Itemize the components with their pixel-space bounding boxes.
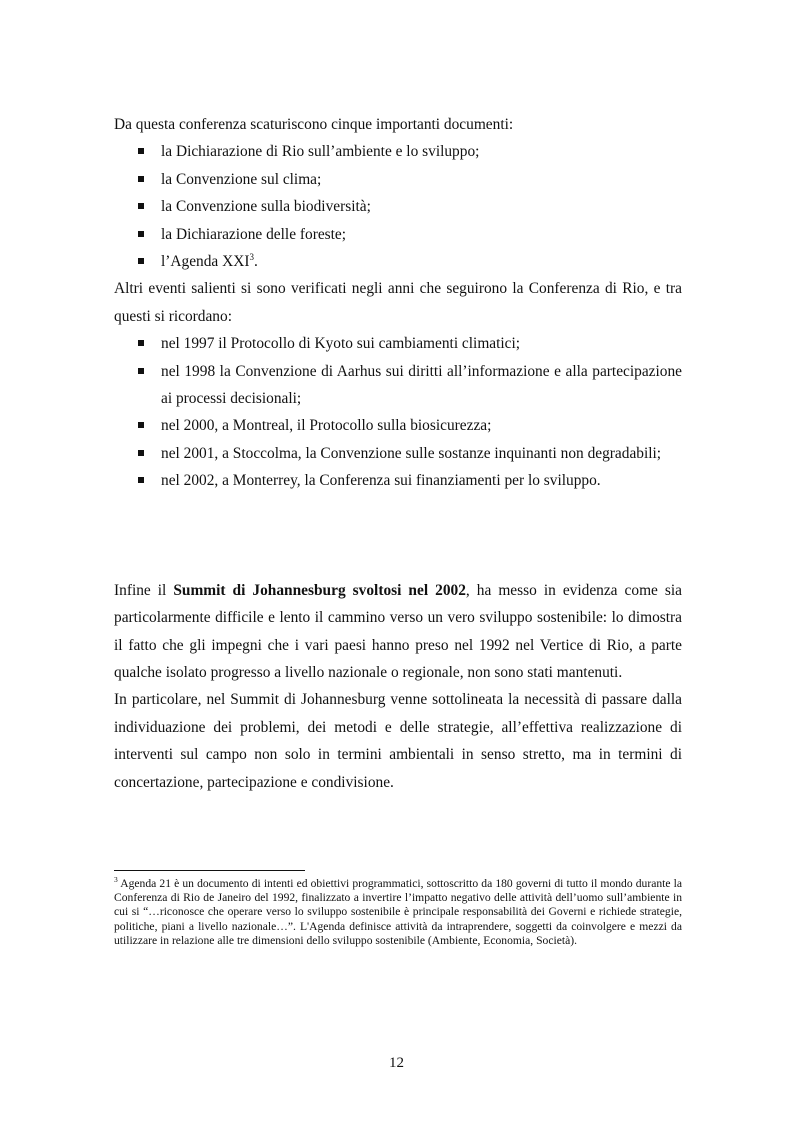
- list-item: [114, 193, 682, 220]
- list-item: [114, 440, 682, 467]
- square-bullet-icon: [138, 422, 144, 428]
- list-item: [114, 358, 682, 413]
- square-bullet-icon: [138, 176, 144, 182]
- events-intro: Altri eventi salienti si sono verificati negli anni che seguirono la Conferenza di Rio, e tra questi si ricordano:: [114, 280, 682, 325]
- summit-rest: , ha messo in evidenza come sia particolarmente difficile e lento il cammino verso un vero sviluppo sostenibile: lo dimostra il fatto che gli impegni che i vari paesi hanno preso nel 1992 nel Vertice di Rio, a parte qualche isolato progresso a livello nazionale o regionale, non sono stati mantenuti.: [114, 581, 682, 681]
- list-item: [114, 221, 682, 248]
- events-list: [114, 330, 682, 494]
- documents-list: [114, 138, 682, 275]
- section-spacer: [114, 495, 682, 577]
- list-item-text: nel 1997 il Protocollo di Kyoto sui cambiamenti climatici;: [161, 335, 521, 353]
- footnote-divider: [114, 870, 305, 871]
- summit-paragraph: [114, 577, 682, 687]
- list-item: [114, 330, 682, 357]
- agenda-suffix: .: [253, 253, 258, 271]
- documents-intro: Da questa conferenza scaturiscono cinque importanti documenti:: [114, 116, 514, 133]
- square-bullet-icon: [138, 450, 144, 456]
- page-body: [114, 111, 682, 796]
- square-bullet-icon: [138, 203, 144, 209]
- list-item: [114, 412, 682, 439]
- list-item-text: la Convenzione sul clima;: [161, 170, 322, 188]
- square-bullet-icon: [138, 368, 144, 374]
- list-item-text: nel 2000, a Montreal, il Protocollo sulla biosicurezza;: [161, 417, 492, 435]
- list-item-text: l’Agenda XXI: [161, 253, 250, 271]
- square-bullet-icon: [138, 231, 144, 237]
- summit-bold-title: Summit di Johannesburg svoltosi nel 2002: [173, 581, 466, 599]
- footnote: [114, 877, 682, 948]
- list-item-text: la Dichiarazione delle foreste;: [161, 225, 347, 243]
- list-item-text: nel 1998 la Convenzione di Aarhus sui diritti all’informazione e alla partecipazione ai processi decisionali;: [161, 362, 682, 408]
- footnote-text: Agenda 21 è un documento di intenti ed obiettivi programmatici, sottoscritto da 180 governi di tutto il mondo durante la Conferenza di Rio de Janeiro del 1992, finalizzato a invertire l’impatto negativo delle attività dell’uomo sull’ambiente in cui si “…riconosce che operare verso lo sviluppo sostenibile è principale responsabilità dei Governi e richiede strategie, politiche, piani a livello nazionale…”. L'Agenda definisce attività da intraprendere, soggetti da coinvolgere e mezzi da utilizzare in relazione alle tre dimensioni dello sviluppo sostenibile (Ambiente, Economia, Società).: [114, 877, 682, 947]
- square-bullet-icon: [138, 477, 144, 483]
- list-item-text: nel 2001, a Stoccolma, la Convenzione sulle sostanze inquinanti non degradabili;: [161, 444, 662, 462]
- list-item: [114, 248, 682, 275]
- list-item-text: la Dichiarazione di Rio sull’ambiente e lo sviluppo;: [161, 143, 480, 161]
- page-number: 12: [389, 1055, 404, 1071]
- list-item-agenda: [161, 248, 682, 275]
- square-bullet-icon: [138, 340, 144, 346]
- list-item: [114, 166, 682, 193]
- particolare-paragraph: In particolare, nel Summit di Johannesburg venne sottolineata la necessità di passare dalla individuazione dei problemi, dei metodi e delle strategie, all’effettiva realizzazione di interventi sul campo non solo in termini ambientali in senso stretto, ma in termini di concertazione, partecipazione e condivisione.: [114, 691, 682, 791]
- list-item: [114, 138, 682, 165]
- square-bullet-icon: [138, 148, 144, 154]
- list-item-text: nel 2002, a Monterrey, la Conferenza sui finanziamenti per lo sviluppo.: [161, 472, 601, 490]
- summit-prefix: Infine il: [114, 581, 174, 599]
- footnote-reference[interactable]: 3: [249, 251, 254, 262]
- square-bullet-icon: [138, 258, 144, 264]
- footnote-marker: 3: [114, 875, 118, 885]
- list-item-text: la Convenzione sulla biodiversità;: [161, 198, 371, 216]
- list-item: [114, 467, 682, 494]
